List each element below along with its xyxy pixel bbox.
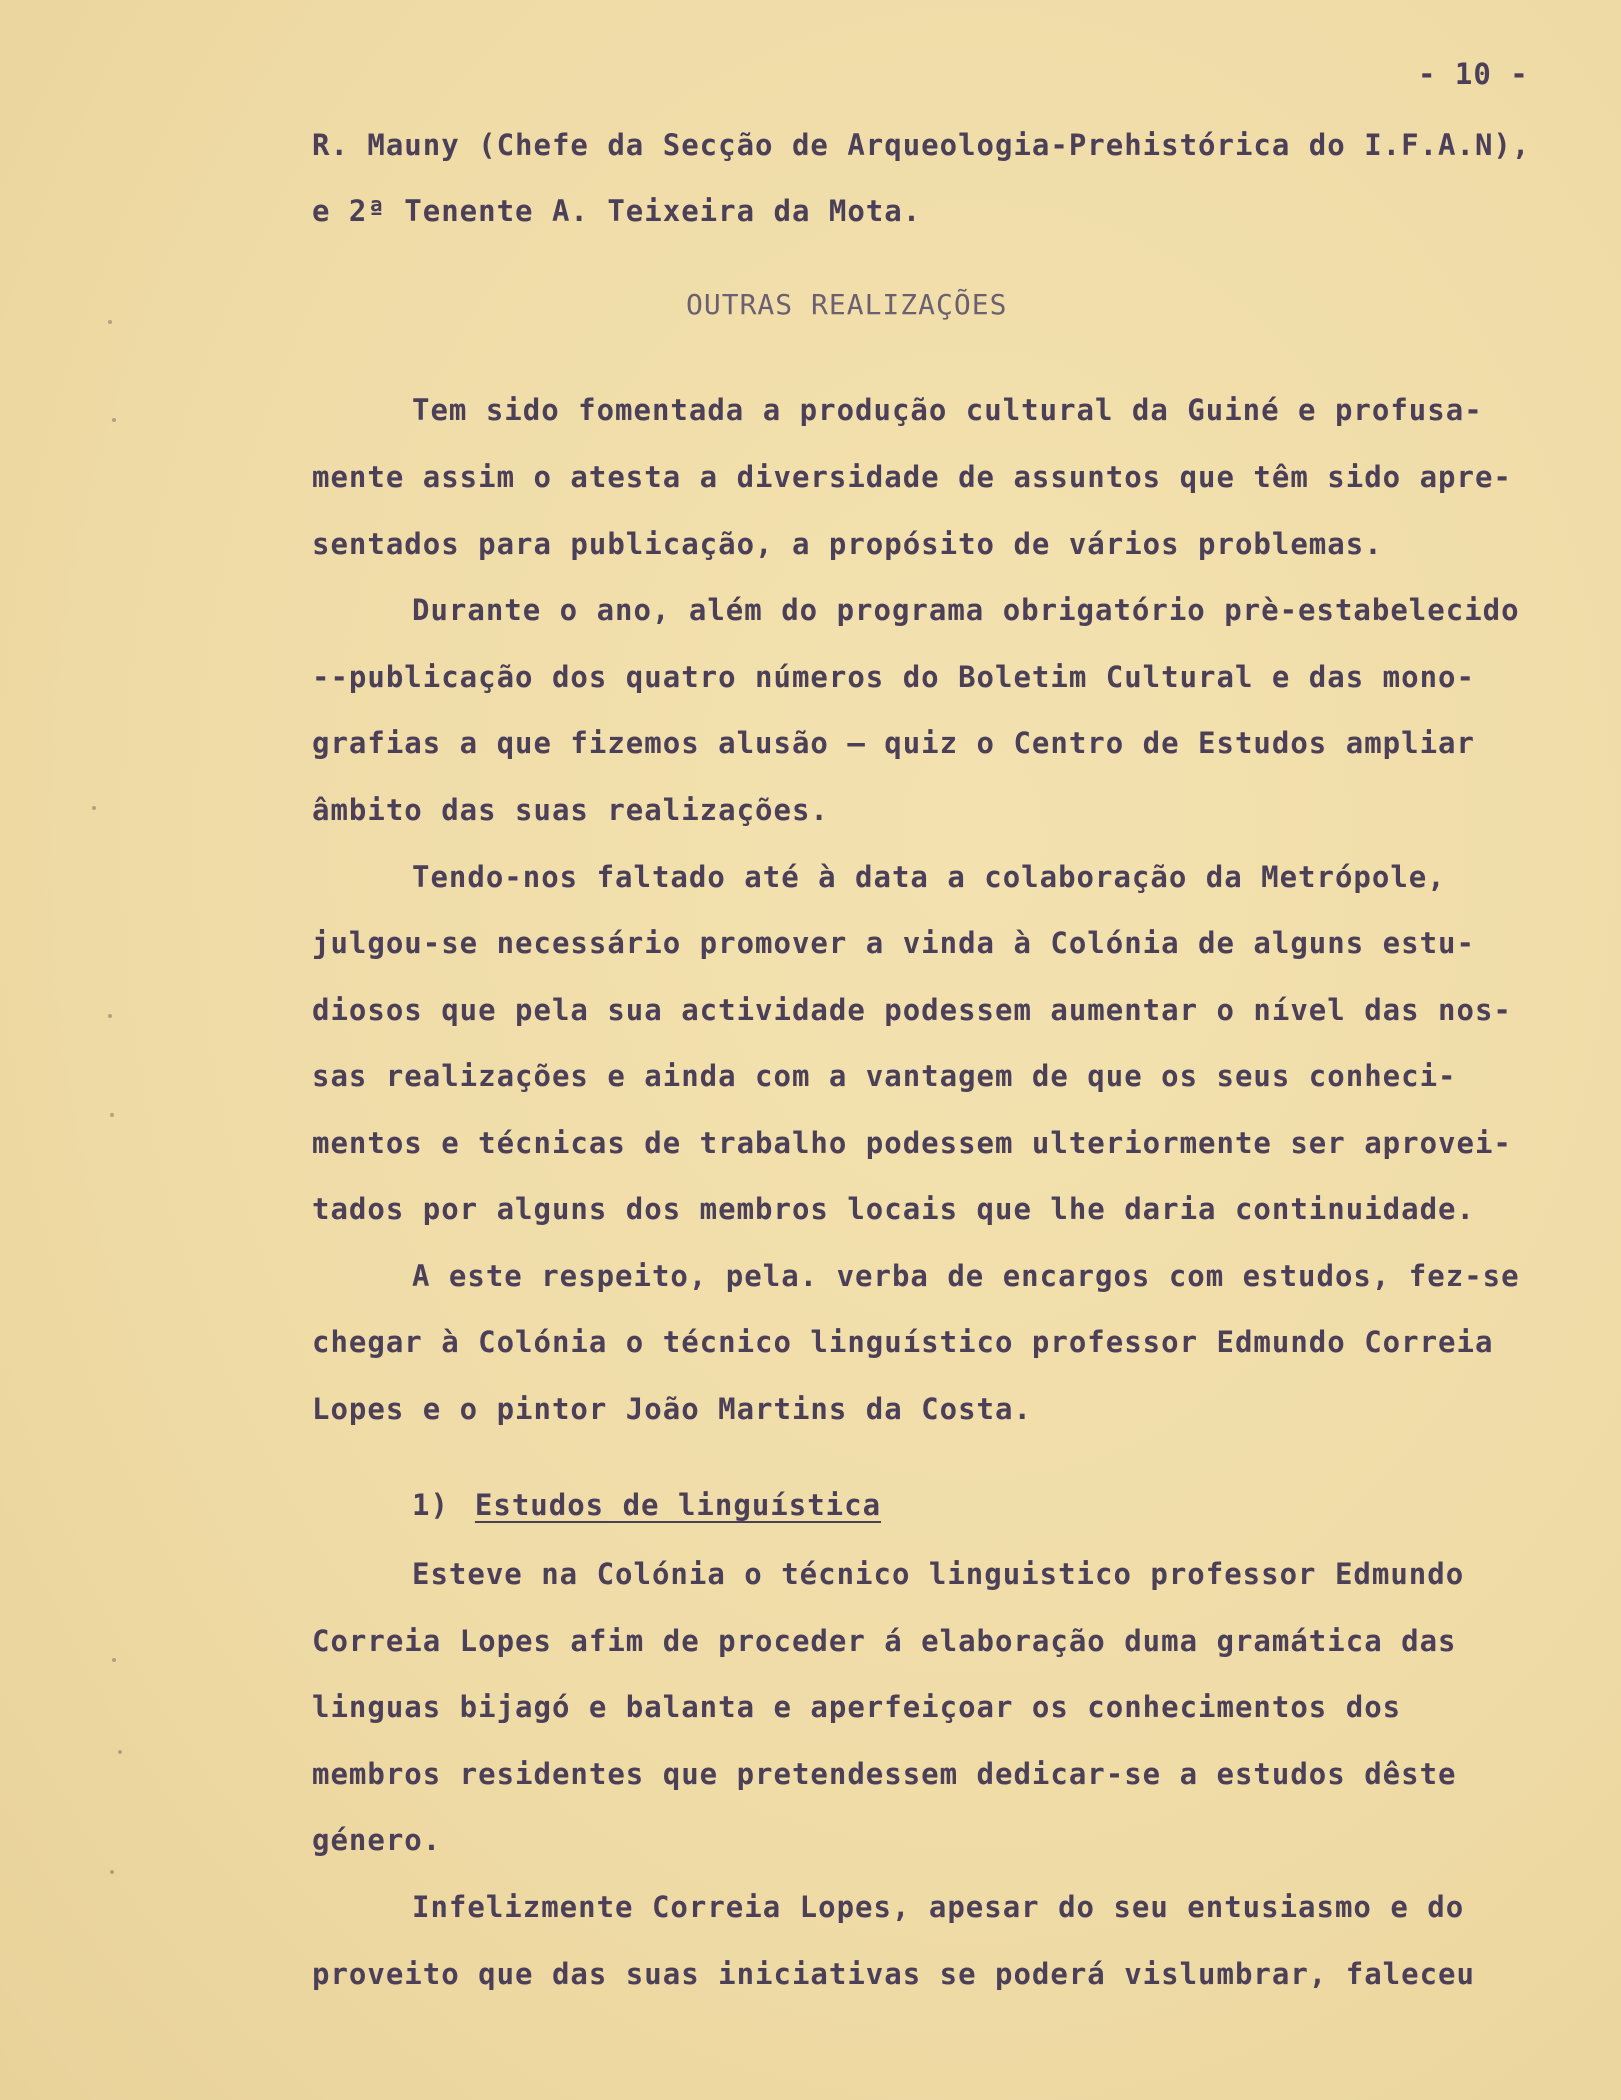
paper-speck <box>110 1870 114 1874</box>
paragraph-line: Correia Lopes afim de proceder á elaboração duma gramática das <box>312 1624 1457 1658</box>
paragraph-line: mente assim o atesta a diversidade de assuntos que têm sido apre- <box>312 460 1512 494</box>
paragraph-line: mentos e técnicas de trabalho podessem ulteriormente ser aprovei- <box>312 1126 1512 1160</box>
paragraph-line: diosos que pela sua actividade podessem aumentar o nível das nos- <box>312 993 1512 1027</box>
paper-speck <box>108 320 112 324</box>
subsection-number: 1) <box>412 1488 449 1522</box>
paragraph-line: membros residentes que pretendessem dedicar-se a estudos dêste <box>312 1757 1457 1791</box>
paragraph-line: Durante o ano, além do programa obrigatório prè-estabelecido <box>412 593 1520 627</box>
paragraph-line: grafias a que fizemos alusão — quiz o Centro de Estudos ampliar <box>312 726 1475 760</box>
subsection-title <box>412 1488 881 1522</box>
paragraph-line: Esteve na Colónia o técnico linguistico professor Edmundo <box>412 1557 1465 1591</box>
paragraph-line: julgou-se necessário promover a vinda à Colónia de alguns estu- <box>312 926 1475 960</box>
subsection-label: Estudos de linguística <box>474 1488 882 1522</box>
paragraph-line: A este respeito, pela. verba de encargos com estudos, fez-se <box>412 1259 1520 1293</box>
paper-speck <box>108 1014 112 1018</box>
paragraph-line: Lopes e o pintor João Martins da Costa. <box>312 1392 1032 1426</box>
paper-speck <box>112 418 116 422</box>
paragraph-line: tados por alguns dos membros locais que lhe daria continuidade. <box>312 1192 1475 1226</box>
paragraph-line: chegar à Colónia o técnico linguístico professor Edmundo Correia <box>312 1325 1494 1359</box>
paragraph-line: proveito que das suas iniciativas se poderá vislumbrar, faleceu <box>312 1957 1475 1991</box>
intro-line: e 2ª Tenente A. Teixeira da Mota. <box>312 194 922 228</box>
paragraph-line: âmbito das suas realizações. <box>312 793 829 827</box>
paragraph-line: Infelizmente Correia Lopes, apesar do seu entusiasmo e do <box>412 1890 1465 1924</box>
paper-speck <box>112 1658 116 1662</box>
paragraph-line: --publicação dos quatro números do Boletim Cultural e das mono- <box>312 660 1475 694</box>
paragraph-line: sentados para publicação, a propósito de vários problemas. <box>312 527 1383 561</box>
paragraph-line: Tem sido fomentada a produção cultural da Guiné e profusa- <box>412 393 1483 427</box>
paragraph-line: sas realizações e ainda com a vantagem de que os seus conheci- <box>312 1059 1457 1093</box>
paper-speck <box>92 806 96 810</box>
intro-line: R. Mauny (Chefe da Secção de Arqueologia-Prehistórica do I.F.A.N), <box>312 128 1531 162</box>
page-number: - 10 - <box>1418 57 1529 91</box>
paper-speck <box>110 1113 114 1117</box>
paragraph-line: género. <box>312 1823 442 1857</box>
paragraph-line: Tendo-nos faltado até à data a colaboração da Metrópole, <box>412 860 1446 894</box>
paragraph-line: linguas bijagó e balanta e aperfeiçoar os conhecimentos dos <box>312 1690 1402 1724</box>
paper-speck <box>118 1750 122 1754</box>
section-heading: OUTRAS REALIZAÇÕES <box>686 288 1008 321</box>
